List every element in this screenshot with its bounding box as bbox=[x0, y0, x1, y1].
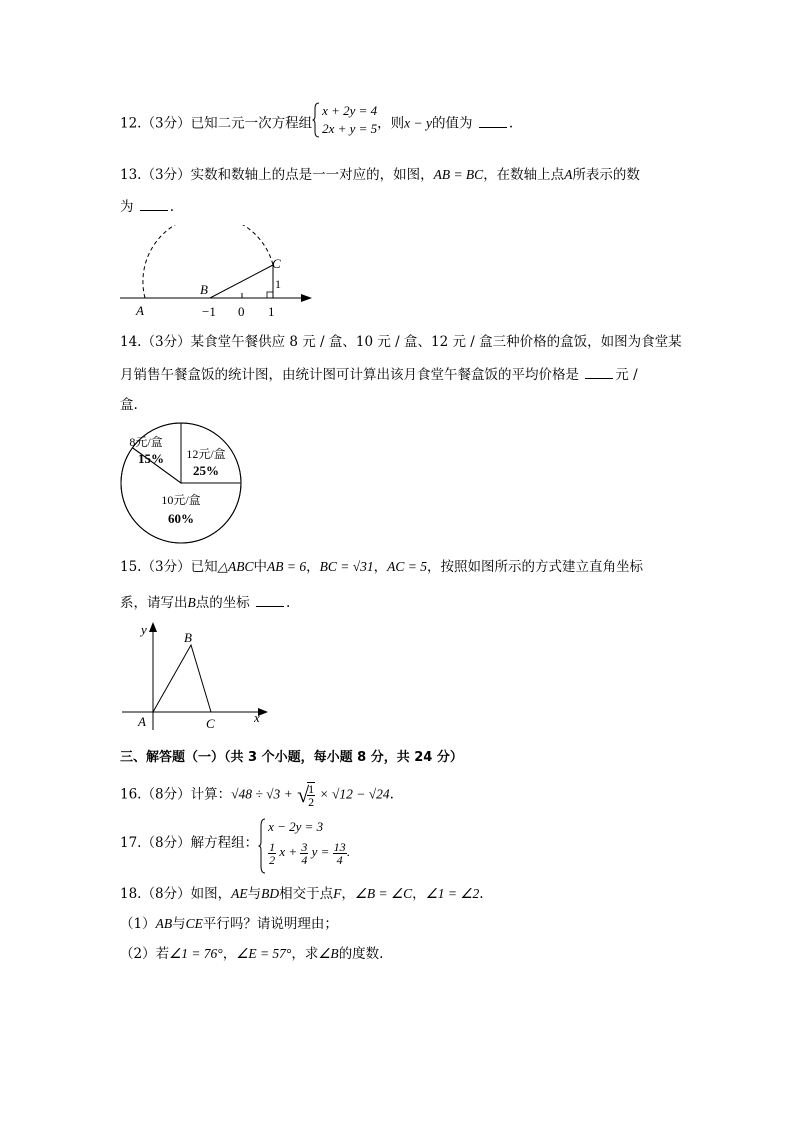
question-number: 14. bbox=[120, 334, 142, 350]
pie-percent-label-3: 60% bbox=[168, 511, 194, 526]
condition-ac: AC = 5 bbox=[387, 559, 427, 574]
equation-system bbox=[312, 102, 377, 138]
expression-part-1: √48 ÷ √3 + bbox=[231, 786, 293, 802]
question-13-line2: 为 . bbox=[120, 196, 174, 217]
sqrt-fraction bbox=[297, 782, 315, 808]
answer-blank[interactable] bbox=[479, 113, 507, 128]
pie-percent-label-1: 15% bbox=[138, 451, 164, 466]
section-title: 三、解答题（一）（共 3 个小题，每小题 8 分，共 24 分） bbox=[120, 750, 463, 765]
coordinate-figure bbox=[118, 618, 278, 734]
y-arrow-icon bbox=[149, 622, 157, 632]
question-12: 12.（3分）已知二元一次方程组 x + 2y = 4 2x + y = 5 ，则x − y的值为 . bbox=[120, 103, 514, 136]
pie-category-label-3: 10元/盒 bbox=[161, 493, 201, 507]
answer-blank[interactable] bbox=[585, 364, 613, 379]
right-angle-mark bbox=[267, 292, 273, 298]
label-b: B bbox=[200, 282, 208, 297]
question-13: 13.（3分）实数和数轴上的点是一一对应的，如图，AB = BC，在数轴上点A所表示的数 bbox=[120, 167, 640, 183]
label-b: B bbox=[184, 630, 192, 645]
triangle-abc bbox=[153, 645, 211, 712]
expression: x − y bbox=[404, 115, 433, 131]
question-18-part-1: （1）AB与CE平行吗？请说明理由； bbox=[120, 916, 338, 932]
fraction: $\frac{1}{2}$ bbox=[308, 782, 315, 809]
condition-1: ∠B = ∠C bbox=[354, 886, 413, 901]
question-score: （3分） bbox=[141, 167, 191, 183]
equation-system bbox=[258, 818, 350, 868]
condition-2: ∠1 = ∠2 bbox=[425, 886, 480, 901]
label-x: x bbox=[254, 710, 260, 725]
label-c: C bbox=[272, 256, 281, 271]
label-a: A bbox=[136, 303, 144, 318]
tick-label-0: 0 bbox=[238, 304, 245, 319]
question-16: 16.（8分）计算：√48 ÷ √3 + √ $\frac{1}{2}$ × √12 − √24. bbox=[120, 782, 394, 809]
question-score: （3分） bbox=[141, 115, 191, 132]
condition: AB = BC bbox=[433, 167, 484, 182]
answer-blank[interactable] bbox=[140, 196, 168, 211]
question-15-line2: 系，请写出B点的坐标 . bbox=[120, 592, 290, 613]
question-score: （3分） bbox=[141, 334, 191, 350]
question-18: 18.（8分）如图，AE与BD相交于点F，∠B = ∠C，∠1 = ∠2. bbox=[120, 886, 484, 902]
question-15: 15.（3分）已知△ABC中AB = 6，BC = √31，AC = 5，按照如图所示的方式建立直角坐标 bbox=[120, 559, 643, 575]
brace-icon bbox=[312, 102, 320, 138]
question-score: （8分） bbox=[141, 835, 191, 851]
equation-2: 2x + y = 5 bbox=[322, 121, 378, 136]
question-14-line2: 月销售午餐盒饭的统计图，由统计图可计算出该月食堂午餐盒饭的平均价格是 元 / bbox=[120, 364, 638, 385]
expression-part-2: × √12 − √24 bbox=[319, 786, 390, 802]
question-score: （8分） bbox=[141, 886, 191, 902]
question-score: （3分） bbox=[141, 559, 191, 575]
equation-1: x + 2y = 4 bbox=[322, 103, 378, 118]
equation-2: $\frac{1}{2}$ x + $\frac{3}{4}$ y = $\frac{13}{4}$ . bbox=[269, 839, 350, 867]
equation-1: x − 2y = 3 bbox=[268, 819, 324, 834]
brace-icon bbox=[258, 818, 266, 874]
triangle: △ABC bbox=[217, 559, 254, 574]
radical-icon: √ bbox=[297, 782, 310, 807]
question-17: 17.（8分）解方程组： x − 2y = 3 $\frac{1}{2}$ x + $\frac{3}{4}$ y = $\frac{13}{4}$ . bbox=[120, 818, 350, 868]
tick-label-1: 1 bbox=[268, 304, 275, 319]
pie-category-label-1: 8元/盒 bbox=[129, 435, 163, 449]
question-number: 15. bbox=[120, 559, 142, 575]
question-number: 12. bbox=[120, 115, 142, 132]
question-number: 13. bbox=[120, 167, 142, 183]
dashed-arc bbox=[143, 225, 273, 298]
number-line-figure bbox=[118, 225, 318, 325]
question-score: （8分） bbox=[141, 786, 191, 803]
label-c: C bbox=[206, 716, 215, 731]
pie-category-label-2: 12元/盒 bbox=[186, 447, 226, 461]
question-14-line3: 盒. bbox=[120, 397, 138, 413]
label-a: A bbox=[138, 714, 146, 729]
question-number: 16. bbox=[120, 786, 142, 803]
label-1-height: 1 bbox=[275, 277, 281, 291]
question-14: 14.（3分）某食堂午餐供应 8 元 / 盒、10 元 / 盒、12 元 / 盒三种价格的盒饭，如图为食堂某 bbox=[120, 334, 682, 350]
arrow-icon bbox=[301, 294, 312, 302]
answer-blank[interactable] bbox=[256, 592, 284, 607]
question-18-part-2: （2）若∠1 = 76°，∠E = 57°，求∠B的度数. bbox=[120, 946, 384, 962]
question-number: 17. bbox=[120, 835, 142, 851]
pie-percent-label-2: 25% bbox=[193, 463, 219, 478]
pie-chart bbox=[118, 420, 244, 546]
tick-label-minus-1: −1 bbox=[202, 304, 216, 319]
condition-bc: BC = √31 bbox=[319, 559, 374, 574]
question-number: 18. bbox=[120, 886, 142, 902]
label-y: y bbox=[141, 622, 147, 637]
condition-ab: AB = 6 bbox=[266, 559, 307, 574]
